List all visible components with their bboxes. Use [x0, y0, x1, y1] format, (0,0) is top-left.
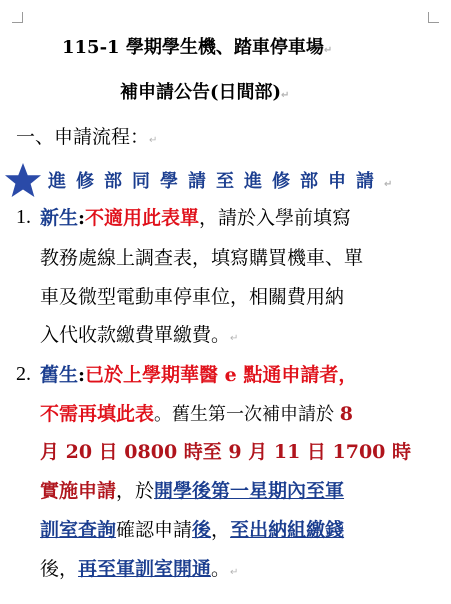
item-2-no-need: 不需再填此表	[40, 403, 155, 425]
star-icon	[4, 162, 42, 198]
item-1-text-line-4: 入代收款繳費單繳費。	[40, 324, 231, 346]
section-heading-text: 一、申請流程：	[16, 126, 150, 148]
paragraph-mark-icon: ↵	[230, 333, 239, 344]
item-2-line-1	[40, 364, 357, 386]
title-line-1	[62, 37, 332, 62]
paragraph-mark-icon: ↵	[149, 135, 158, 146]
item-2-line-6	[40, 558, 238, 584]
item-2-colon: :	[78, 364, 86, 386]
item-1-text-line-2: 教務處線上調查表，填寫購買機車、單	[40, 247, 364, 269]
item-1-text-a: ，請於入學前填寫	[199, 207, 352, 229]
item-1-text-line-3: 車及微型電動車停車位，相關費用納	[40, 286, 345, 308]
item-2-line-4	[40, 480, 344, 502]
item-1-label: 新生	[40, 207, 79, 229]
evening-division-notice	[48, 171, 392, 196]
paragraph-mark-icon: ↵	[230, 567, 239, 578]
item-1-line-3	[40, 286, 344, 308]
item-1-line-2	[40, 247, 363, 269]
item-2-open-link[interactable]: 再至軍訓室開通	[78, 558, 212, 580]
item-2-label: 舊生	[40, 364, 79, 386]
item-2-after-text: 後，	[40, 558, 79, 580]
item-2-line-5	[40, 519, 344, 541]
item-1-line-1	[40, 207, 351, 229]
evening-division-notice-text: 進修部同學請至進修部申請	[48, 171, 384, 192]
item-1-colon: :	[78, 207, 86, 229]
item-2-confirm-text: 確認申請	[116, 519, 193, 541]
section-heading	[16, 126, 157, 152]
title-line-2	[120, 82, 289, 107]
item-2-line-3	[40, 441, 411, 463]
item-2-date-start: 8	[339, 403, 353, 425]
item-2-line-2	[40, 403, 353, 426]
crop-mark-top-left	[12, 12, 23, 23]
crop-mark-top-right	[428, 12, 439, 23]
item-2-comma-2: ，	[211, 519, 231, 541]
item-2-text-a: 。舊生第一次補申請於	[154, 404, 340, 425]
item-2-office-link[interactable]: 訓室查詢	[40, 519, 117, 541]
item-2-cashier-link[interactable]: 至出納組繳錢	[230, 519, 345, 541]
item-2-date-line: 月 20 日 0800 時至 9 月 11 日 1700 時	[40, 441, 412, 463]
item-1-line-4	[40, 324, 238, 350]
title-text-1: 115-1 學期學生機、踏車停車場	[62, 37, 324, 58]
item-2-number: 2.	[16, 363, 31, 385]
item-1-not-applicable: 不適用此表單	[85, 207, 200, 229]
item-2-applied-note: 已於上學期華醫 e 點通申請者，	[85, 364, 358, 386]
item-1-number: 1.	[16, 206, 31, 228]
paragraph-mark-icon: ↵	[323, 45, 333, 56]
paragraph-mark-icon: ↵	[384, 179, 393, 190]
item-2-week-link[interactable]: 開學後第一星期內至軍	[154, 480, 345, 502]
item-2-implement: 實施申請	[40, 480, 117, 502]
title-text-2: 補申請公告(日間部)	[120, 82, 282, 103]
paragraph-mark-icon: ↵	[281, 90, 290, 101]
item-2-comma: ，於	[116, 480, 155, 502]
item-2-end: 。	[211, 558, 231, 580]
item-2-after-link[interactable]: 後	[192, 519, 212, 541]
